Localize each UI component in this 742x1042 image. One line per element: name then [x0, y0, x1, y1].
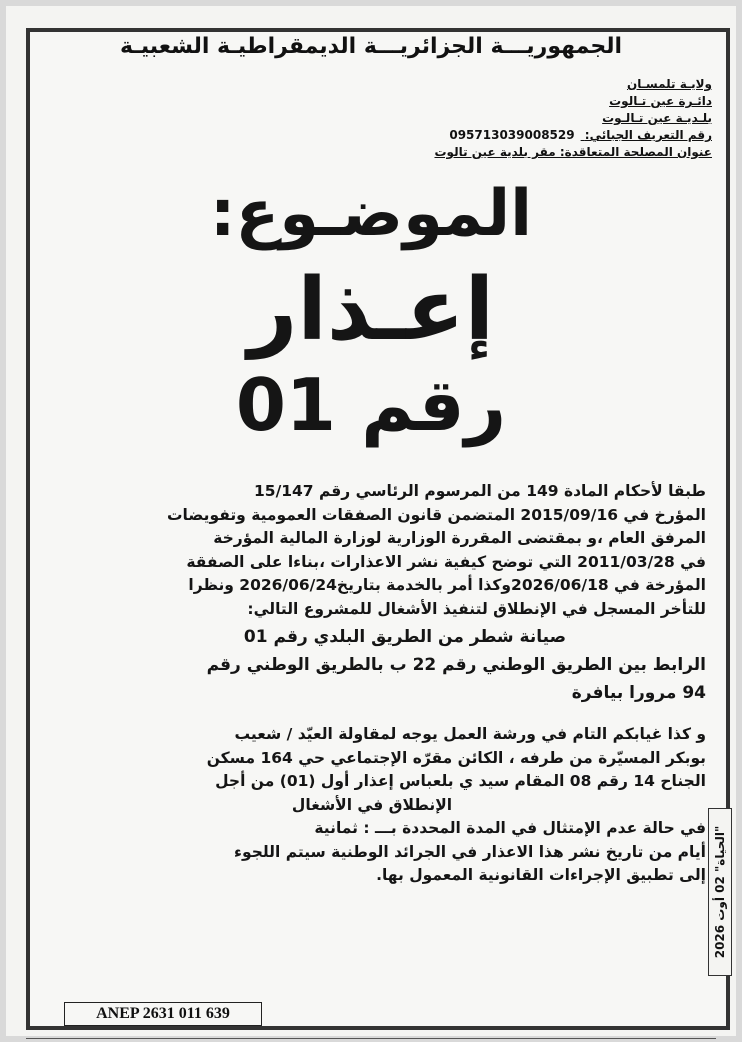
project-line: 94 مرورا بيافرة: [571, 683, 706, 703]
body-line: المرفق العام ،و بمقتضى المقررة الوزارية لوزارة المالية المؤرخة: [213, 529, 706, 547]
subject-block: [6, 174, 736, 450]
consequence-line: أيام من تاريخ نشر هذا الاعذار في الجرائد الوطنية سيتم اللجوء: [234, 842, 706, 861]
organization-block: [372, 76, 712, 161]
body-line: للتأخر المسجل في الإنطلاق لتنفيذ الأشغال للمشروع التالي:: [247, 599, 706, 618]
subject-label: الموضـوع:: [209, 177, 533, 251]
body-line: طبقا لأحكام المادة 149 من المرسوم الرئاسي رقم 15/147: [254, 482, 706, 500]
newspaper-page: [6, 6, 736, 1036]
tax-id-label: رقم التعريف الجبائي:: [584, 128, 712, 142]
wilaya-line: ولايـة تلمسـان: [627, 77, 712, 91]
republic-header: الجمهوريـــة الجزائريـــة الديمقراطيـة الشعبيـة: [119, 34, 623, 59]
project-line: الرابط بين الطريق الوطني رقم 22 ب بالطريق الوطني رقم: [206, 655, 706, 675]
notice-line: و كذا غيابكم التام في ورشة العمل يوجه لمقاولة العيّد / شعيب: [234, 725, 706, 743]
subject-title: إعـذار: [247, 260, 495, 360]
tax-id-line: [372, 127, 712, 144]
project-description: [38, 623, 706, 707]
body-line: المؤرخ في 2015/09/16 المتضمن قانون الصفقات العمومية وتفويضات: [166, 505, 706, 524]
consequence-line: إلى تطبيق الإجراءات القانونية المعمول بها.: [376, 866, 706, 884]
body-line: المؤرخة في 2026/06/18وكذا أمر بالخدمة بتاريخ2026/06/24 ونظرا: [188, 576, 706, 594]
newspaper-date-tab: [708, 808, 732, 976]
project-line: صيانة شطر من الطريق البلدي رقم 01: [243, 627, 566, 647]
anep-reference: ANEP 2631 011 639: [64, 1002, 262, 1026]
bottom-rule: [26, 1038, 716, 1039]
daira-line: دائـرة عين تـالوت: [609, 94, 712, 108]
tax-id-value: 095713039008529: [449, 128, 575, 142]
commune-line: بلـديـة عين تـالـوت: [602, 111, 712, 125]
notice-body: [38, 480, 706, 888]
subject-number: رقم 01: [235, 363, 507, 447]
body-line: في 2011/03/28 التي توضح كيفية نشر الاعذارات ،بناءا على الصفقة: [186, 552, 706, 571]
consequence-line: في حالة عدم الإمتثال في المدة المحددة بـــ : ثمانية: [314, 819, 706, 837]
notice-line: بوبكر المسيّرة من طرفه ، الكائن مقرّه الإجتماعي حي 164 مسكن: [206, 748, 706, 767]
notice-line: الجناح 14 رقم 08 المقام سيد ي بلعباس إعذار أول (01) من أجل: [215, 772, 706, 790]
newspaper-date-label: "الحياة" 02 أوت 2026: [713, 825, 727, 959]
address-line: عنوان المصلحة المتعاقدة: مقر بلدية عين تالوت: [434, 145, 712, 159]
notice-line: الإنطلاق في الأشغال: [291, 795, 453, 814]
